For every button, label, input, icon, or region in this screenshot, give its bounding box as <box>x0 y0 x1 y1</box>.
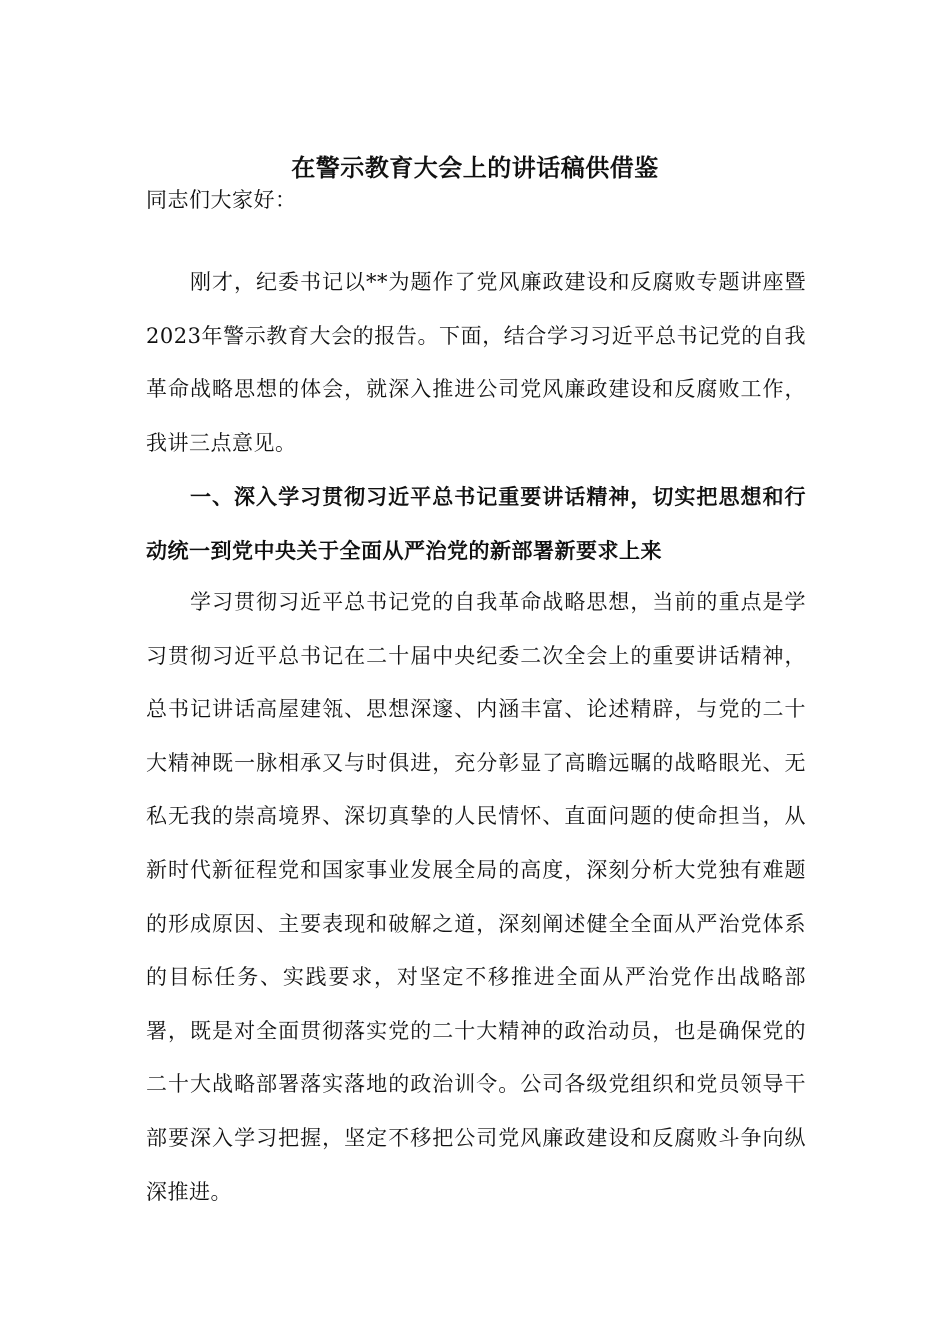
intro-paragraph: 刚才，纪委书记以**为题作了党风廉政建设和反腐败专题讲座暨2023年警示教育大会的报告。下面，结合学习习近平总书记党的自我革命战略思想的体会，就深入推进公司党风廉政建设和反腐败工作，我讲三点意见。 <box>146 270 806 455</box>
section-1-paragraph: 学习贯彻习近平总书记党的自我革命战略思想，当前的重点是学习贯彻习近平总书记在二十届中央纪委二次全会上的重要讲话精神，总书记讲话高屋建瓴、思想深邃、内涵丰富、论述精辟，与党的二十大精神既一脉相承又与时俱进，充分彰显了高瞻远瞩的战略眼光、无私无我的崇高境界、深切真挚的人民情怀、直面问题的使命担当，从新时代新征程党和国家事业发展全局的高度，深刻分析大党独有难题的形成原因、主要表现和破解之道，深刻阐述健全全面从严治党体系的目标任务、实践要求，对坚定不移推进全面从严治党作出战略部署，既是对全面贯彻落实党的二十大精神的政治动员，也是确保党的二十大战略部署落实落地的政治训令。公司各级党组织和党员领导干部要深入学习把握，坚定不移把公司党风廉政建设和反腐败斗争向纵深推进。 <box>146 590 806 1204</box>
greeting-line: 同志们大家好： <box>146 188 297 212</box>
section-heading-1: 一、深入学习贯彻习近平总书记重要讲话精神，切实把思想和行动统一到党中央关于全面从严治党的新部署新要求上来 <box>146 484 806 563</box>
document-title: 在警示教育大会上的讲话稿供借鉴 <box>291 153 659 182</box>
